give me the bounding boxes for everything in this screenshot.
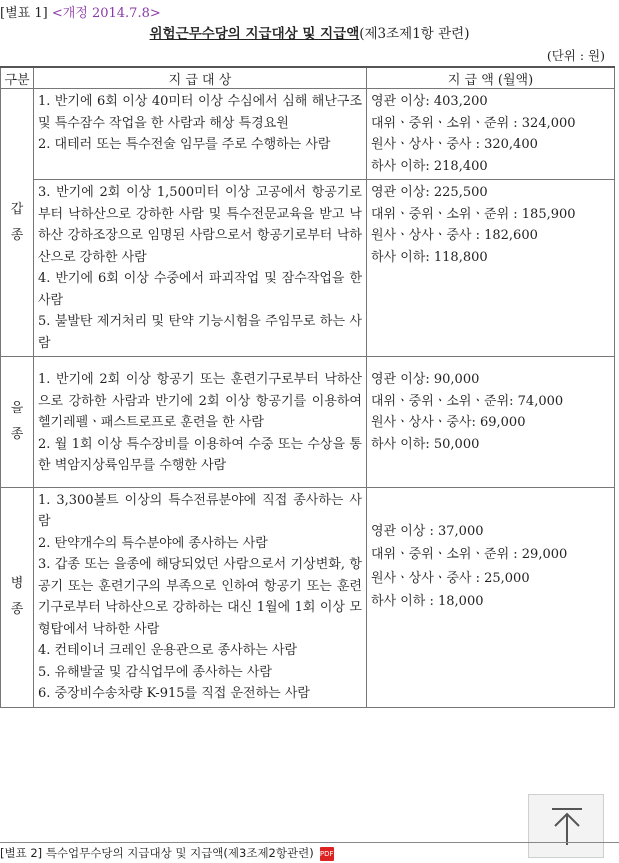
target-item: 2. 월 1회 이상 특수장비를 이용하여 수중 또는 수상을 통한 벽암지상륙임무를 수행한 사람 <box>38 436 362 473</box>
amount-cell <box>367 487 615 707</box>
grade-char: 종 <box>10 602 24 617</box>
title-note: (제3조제1항 관련) <box>359 26 470 42</box>
amount-item: 영관 이상: 403,200 <box>371 94 488 109</box>
arrow-up-icon <box>549 807 585 847</box>
col-header-target: 지 급 대 상 <box>34 67 367 89</box>
pdf-icon[interactable]: PDF <box>320 847 334 861</box>
target-cell <box>34 180 367 357</box>
grade-char: 종 <box>10 426 24 442</box>
allowance-table <box>0 66 615 708</box>
amount-item: 영관 이상: 225,500 <box>371 185 488 200</box>
target-cell <box>34 487 367 707</box>
target-item: 4. 컨테이너 크레인 운용관으로 종사하는 사람 <box>38 643 298 658</box>
target-item: 1. 반기에 6회 이상 40미터 이상 수심에서 심해 해난구조 및 특수잠수 작업을 한 사람과 해상 특경요원 <box>38 94 362 131</box>
amount-cell <box>367 180 615 357</box>
col-header-amount: 지 급 액 (월액) <box>367 67 615 89</box>
next-table-label: [별표 2] 특수업무수당의 지급대상 및 지급액(제3조제2항관련) <box>0 846 314 860</box>
target-cell <box>34 89 367 180</box>
table-header-row <box>1 67 615 89</box>
amount-item: 영관 이상: 90,000 <box>371 372 480 387</box>
amount-item: 하사 이하 : 18,000 <box>371 594 484 609</box>
amount-item: 대위ㆍ중위ㆍ소위ㆍ준위 : 185,900 <box>371 206 576 222</box>
amount-cell <box>367 357 615 488</box>
target-item: 2. 탄약개수의 특수분야에 종사하는 사람 <box>38 535 268 551</box>
page-title <box>0 22 619 42</box>
table-row <box>1 357 615 488</box>
amount-item: 대위ㆍ중위ㆍ소위ㆍ준위: 74,000 <box>371 393 564 409</box>
grade-char: 병 <box>10 576 24 591</box>
grade-cell-byeong <box>1 487 34 707</box>
grade-char: 종 <box>10 227 24 243</box>
unit-label: (단위 : 원) <box>546 48 605 63</box>
next-table-link[interactable] <box>0 842 619 863</box>
title-main: 위험근무수당의 지급대상 및 지급액 <box>149 26 360 42</box>
amount-item: 하사 이하: 118,800 <box>371 249 488 265</box>
target-item: 1. 3,300볼트 이상의 특수전류분야에 직접 종사하는 사람 <box>38 492 362 529</box>
amount-item: 원사ㆍ상사ㆍ중사 : 320,400 <box>371 137 538 152</box>
target-item: 3. 갑종 또는 을종에 해당되었던 사람으로서 기상변화, 항공기 또는 훈련기구의 부족으로 인하여 항공기 또는 훈련기구로부터 낙하산으로 강하하는 대신 1월에 1회 이상 모형탑에서 낙하한 사람 <box>38 557 362 637</box>
table-row <box>1 487 615 707</box>
grade-cell-eul <box>1 357 34 488</box>
amount-item: 하사 이하: 50,000 <box>371 436 480 452</box>
table-row <box>1 89 615 180</box>
amount-item: 대위ㆍ중위ㆍ소위ㆍ준위 : 324,000 <box>371 115 576 131</box>
target-item: 1. 반기에 2회 이상 항공기 또는 훈련기구로부터 낙하산으로 강하한 사람과 반기에 2회 이상 항공기를 이용하여 헬기레펠ㆍ패스트로프로 훈련을 한 사람 <box>38 372 362 430</box>
amount-item: 대위ㆍ중위ㆍ소위ㆍ준위 : 29,000 <box>371 547 568 562</box>
target-item: 5. 유해발굴 및 감식업무에 종사하는 사람 <box>38 664 272 680</box>
target-item: 5. 불발탄 제거처리 및 탄약 기능시험을 주임무로 하는 사람 <box>38 314 362 351</box>
grade-char: 을 <box>10 400 24 416</box>
grade-cell-gap <box>1 89 34 357</box>
target-cell <box>34 357 367 488</box>
amount-item: 원사ㆍ상사ㆍ중사 : 25,000 <box>371 570 530 586</box>
amount-item: 원사ㆍ상사ㆍ중사: 69,000 <box>371 415 526 430</box>
target-item: 6. 중장비수송차량 K-915를 직접 운전하는 사람 <box>38 686 310 701</box>
amount-cell <box>367 89 615 180</box>
target-item: 4. 반기에 6회 이상 수중에서 파괴작업 및 잠수작업을 한 사람 <box>38 271 362 308</box>
target-item: 2. 대테러 또는 특수전술 임무를 주로 수행하는 사람 <box>38 137 331 152</box>
table-label: [별표 1] <box>0 6 48 21</box>
col-header-grade: 구분 <box>1 67 34 89</box>
table-header-line <box>0 2 161 21</box>
amount-item: 영관 이상 : 37,000 <box>371 523 484 539</box>
grade-char: 갑 <box>10 201 24 217</box>
amount-item: 하사 이하: 218,400 <box>371 158 488 174</box>
table-row <box>1 180 615 357</box>
amount-item: 원사ㆍ상사ㆍ중사 : 182,600 <box>371 228 538 243</box>
revision-note: <개정 2014.7.8> <box>51 6 161 21</box>
target-item: 3. 반기에 2회 이상 1,500미터 이상 고공에서 항공기로부터 낙하산으로 강하한 사람 및 특수전문교육을 받고 낙하산 강하조장으로 임명된 사람으로서 항공기로부터 낙하산으로 강하한 사람 <box>38 185 362 265</box>
